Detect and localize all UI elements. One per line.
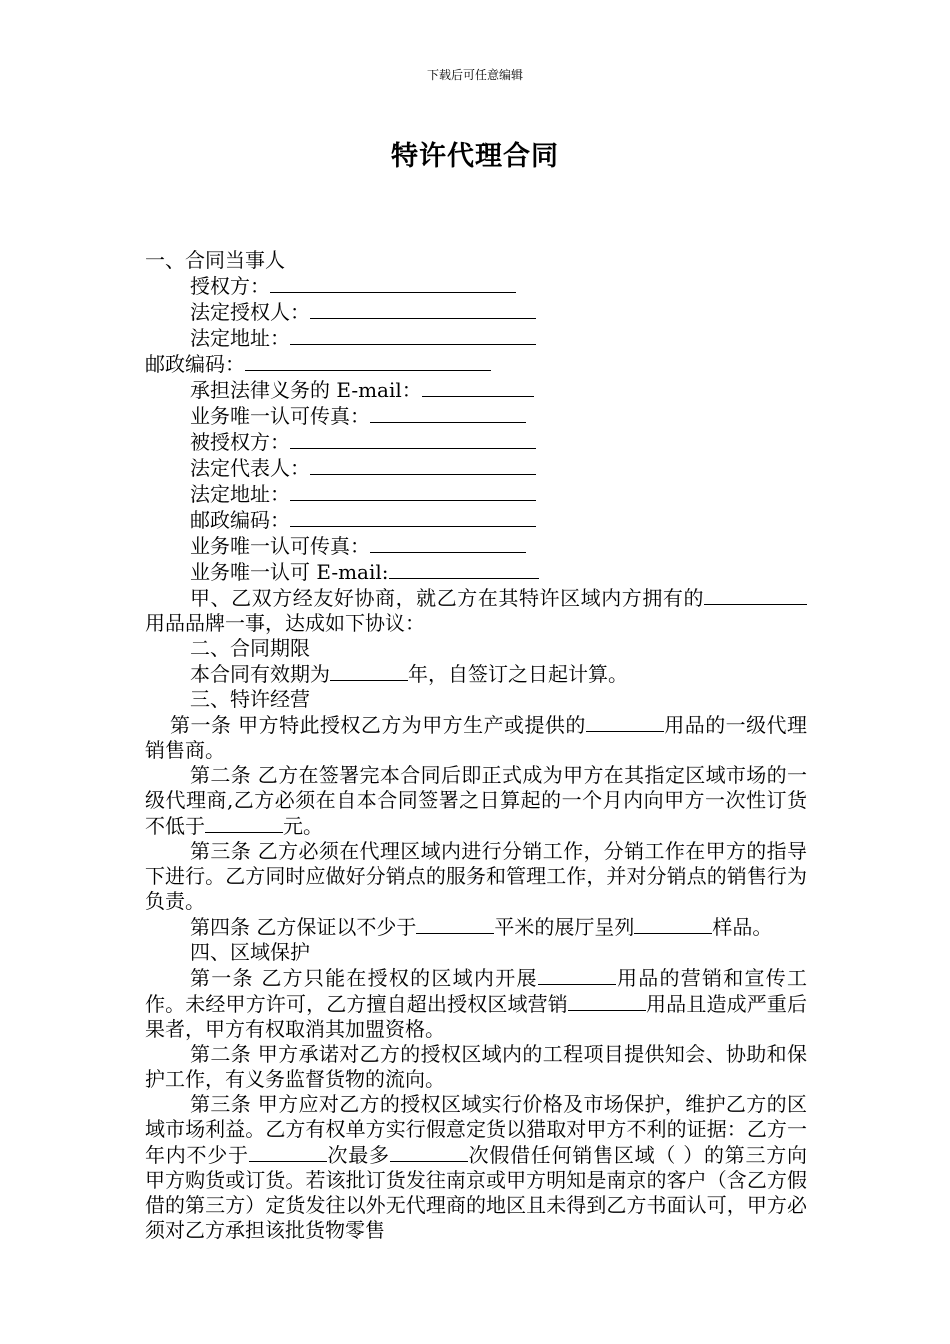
franchise-article-2: 第二条 乙方在签署完本合同后即正式成为甲方在其指定区域市场的一级代理商,乙方必须在自本合同签署之日算起的一个月内向甲方一次性订货不低于 元。 xyxy=(145,763,807,838)
field-grantee-postcode: 邮政编码： xyxy=(145,507,807,533)
blank-grantee-email[interactable] xyxy=(389,559,539,579)
protection-article-3: 第三条 甲方应对乙方的授权区域实行价格及市场保护，维护乙方的区域市场利益。乙方有权单方实行假意定货以猎取对甲方不利的证据：乙方一年内不少于 次最多 次假借任何销售区域（ ）的第三方向甲方购货或订货。若该批订货发往南京或甲方明知是南京的客户（含乙方假借的第三方）定货发往以外无代理商的地区且未得到乙方书面认可，甲方必须对乙方承担该批货物零售 xyxy=(145,1092,808,1242)
field-grantor: 授权方： xyxy=(145,273,807,299)
page-header-note: 下载后可任意编辑 xyxy=(426,68,523,82)
blank-grantor[interactable] xyxy=(270,273,516,293)
franchise-article-4: 第四条 乙方保证以不少于 平米的展厅呈列 样品。 xyxy=(190,915,773,939)
blank-grantee-fax[interactable] xyxy=(370,533,526,553)
blank-franchise-2[interactable] xyxy=(205,813,283,833)
blank-grantee[interactable] xyxy=(290,429,536,449)
blank-protection-1a[interactable] xyxy=(538,965,616,985)
blank-franchise-1[interactable] xyxy=(586,712,664,732)
blank-grantee-rep[interactable] xyxy=(310,455,536,475)
field-grantor-fax: 业务唯一认可传真： xyxy=(145,403,807,429)
blank-protection-1b[interactable] xyxy=(568,991,646,1011)
blank-grantor-fax[interactable] xyxy=(370,403,526,423)
field-grantee: 被授权方： xyxy=(145,429,807,455)
field-grantee-email: 业务唯一认可 E-mail: xyxy=(145,559,807,585)
field-grantee-fax: 业务唯一认可传真： xyxy=(145,533,807,559)
field-grantee-rep: 法定代表人： xyxy=(145,455,807,481)
intro-paragraph: 甲、乙双方经友好协商，就乙方在其特许区域内方拥有的用品品牌一事，达成如下协议： xyxy=(145,585,807,636)
field-grantee-address: 法定地址： xyxy=(145,481,807,507)
section-heading-parties: 一、合同当事人 xyxy=(145,248,285,272)
contract-title: 特许代理合同 xyxy=(391,141,559,172)
blank-franchise-4a[interactable] xyxy=(416,914,494,934)
field-grantor-postcode: 邮政编码： xyxy=(145,351,807,377)
blank-grantor-address[interactable] xyxy=(290,325,536,345)
field-grantor-email: 承担法律义务的 E-mail： xyxy=(145,377,807,403)
franchise-article-1: 第一条 甲方特此授权乙方为甲方生产或提供的 用品的一级代理销售商。 xyxy=(145,713,808,762)
blank-grantor-legal[interactable] xyxy=(310,299,536,319)
blank-protection-3a[interactable] xyxy=(249,1142,327,1162)
contract-body xyxy=(145,248,807,1243)
section-heading-term: 二、合同期限 xyxy=(190,636,310,660)
field-grantor-legal: 法定授权人： xyxy=(145,299,807,325)
blank-term-years[interactable] xyxy=(330,661,408,681)
field-grantor-address: 法定地址： xyxy=(145,325,807,351)
blank-intro-2[interactable] xyxy=(711,585,807,605)
blank-grantor-email[interactable] xyxy=(422,377,534,397)
term-paragraph: 本合同有效期为 年，自签订之日起计算。 xyxy=(190,662,628,686)
franchise-article-3: 第三条 乙方必须在代理区域内进行分销工作，分销工作在甲方的指导下进行。乙方同时应做好分销点的服务和管理工作，并对分销点的销售行为负责。 xyxy=(145,839,807,913)
section-heading-protection: 四、区域保护 xyxy=(190,940,310,964)
blank-grantee-address[interactable] xyxy=(290,481,536,501)
section-heading-franchise: 三、特许经营 xyxy=(190,687,310,711)
blank-franchise-4b[interactable] xyxy=(634,914,712,934)
blank-grantor-postcode[interactable] xyxy=(245,351,491,371)
protection-article-1: 第一条 乙方只能在授权的区域内开展 用品的营销和宣传工作。未经甲方许可，乙方擅自超出授权区域营销 用品且造成严重后果者，甲方有权取消其加盟资格。 xyxy=(145,966,808,1041)
blank-grantee-postcode[interactable] xyxy=(290,507,536,527)
protection-article-2: 第二条 甲方承诺对乙方的授权区域内的工程项目提供知会、协助和保护工作，有义务监督货物的流向。 xyxy=(145,1042,807,1091)
blank-protection-3b[interactable] xyxy=(390,1142,468,1162)
